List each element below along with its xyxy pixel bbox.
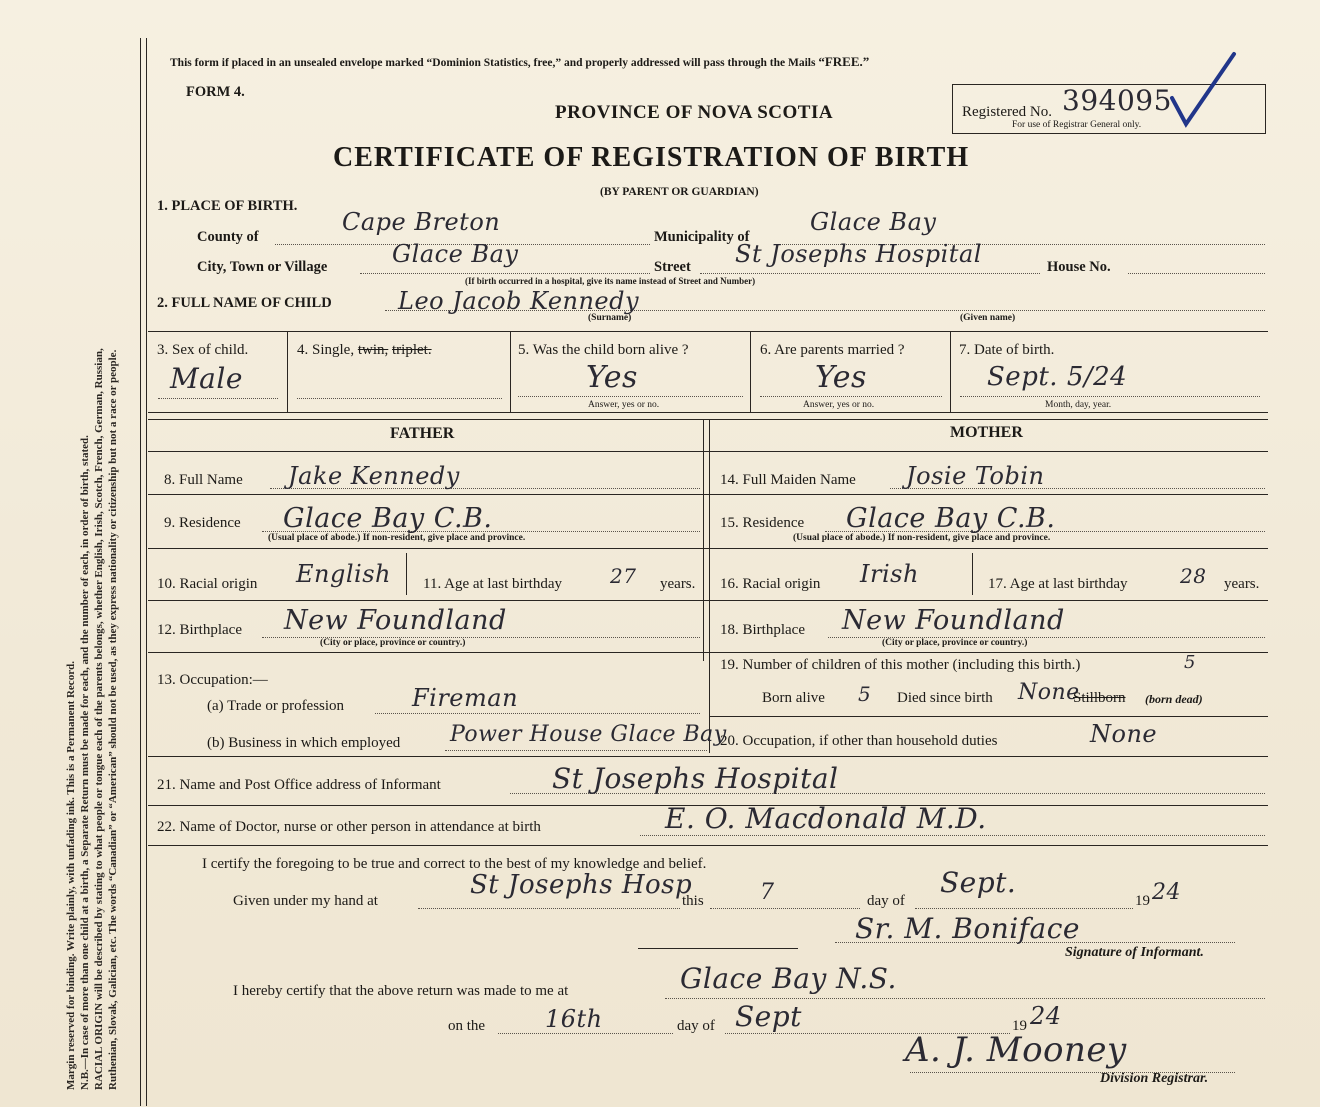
stillborn-label: Stillborn xyxy=(1073,690,1126,706)
born-alive-value: 5 xyxy=(858,682,872,706)
father-heading: FATHER xyxy=(390,425,455,442)
margin-note-line2: N.B.—In case of more than one child at a birth, a Separate Return must be made for each, and the number of each, in order of birth, stated. xyxy=(79,435,91,1090)
sex-value: Male xyxy=(170,362,243,395)
house-label: House No. xyxy=(1047,259,1111,275)
married-value: Yes xyxy=(815,360,867,395)
alive-value: Yes xyxy=(586,360,638,395)
dob-value: Sept. 5/24 xyxy=(987,362,1128,392)
sex-label: 3. Sex of child. xyxy=(157,342,249,358)
alive-label: 5. Was the child born alive ? xyxy=(518,342,689,358)
children-count-label: 19. Number of children of this mother (including this birth.) xyxy=(720,657,1081,673)
given-this-label: this xyxy=(682,893,704,909)
died-value: None xyxy=(1018,680,1080,705)
mother-race-label: 16. Racial origin xyxy=(720,576,821,592)
father-race-value: English xyxy=(296,560,391,588)
registrar-place-value: Glace Bay N.S. xyxy=(680,962,897,995)
form-number: FORM 4. xyxy=(186,84,245,100)
county-value: Cape Breton xyxy=(342,208,501,236)
father-birthplace-value: New Foundland xyxy=(284,605,507,636)
mother-birthplace-label: 18. Birthplace xyxy=(720,622,805,638)
father-name-value: Jake Kennedy xyxy=(288,462,460,490)
father-trade-label: (a) Trade or profession xyxy=(207,698,345,714)
registrar-month-value: Sept xyxy=(735,1000,802,1033)
mother-heading: MOTHER xyxy=(950,424,1023,441)
mother-years-label: years. xyxy=(1224,576,1260,592)
mother-race-value: Irish xyxy=(860,560,919,588)
registrar-on-the-label: on the xyxy=(448,1018,486,1034)
place-section-label: 1. PLACE OF BIRTH. xyxy=(157,198,298,214)
father-trade-value: Fireman xyxy=(412,684,519,712)
municipality-label: Municipality of xyxy=(654,229,750,245)
checkmark-icon xyxy=(1168,50,1238,130)
mother-name-value: Josie Tobin xyxy=(906,462,1045,490)
father-age-value: 27 xyxy=(610,564,637,588)
registered-label: Registered No. xyxy=(962,104,1052,120)
given-place-value: St Josephs Hosp xyxy=(470,870,693,900)
doctor-value: E. O. Macdonald M.D. xyxy=(665,802,987,835)
father-business-value: Power House Glace Bay xyxy=(450,722,727,747)
margin-note-line1: Margin reserved for binding. Write plainly, with unfading ink. This is a Permanent Record. xyxy=(65,661,77,1090)
registrar-day-value: 16th xyxy=(545,1005,603,1033)
mother-age-label: 17. Age at last birthday xyxy=(988,576,1128,592)
registrar-caption: Division Registrar. xyxy=(1100,1071,1209,1086)
died-label: Died since birth xyxy=(897,690,993,706)
father-business-label: (b) Business in which employed xyxy=(207,735,401,751)
page-subtitle: (BY PARENT OR GUARDIAN) xyxy=(600,186,759,198)
children-count-value: 5 xyxy=(1184,652,1196,673)
given-year-prefix: 19 xyxy=(1135,893,1150,909)
mother-residence-label: 15. Residence xyxy=(720,515,805,531)
mother-birthplace-caption: (City or place, province or country.) xyxy=(882,638,1028,648)
street-label: Street xyxy=(654,259,691,275)
city-value: Glace Bay xyxy=(392,240,519,268)
surname-caption: (Surname) xyxy=(588,313,632,323)
father-race-label: 10. Racial origin xyxy=(157,576,258,592)
given-year-value: 24 xyxy=(1152,880,1181,905)
margin-note-line3: RACIAL ORIGIN will be described by stating to what people or tongue each of the parents belongs, whether English, Irish, Scotch, French, German, Russian, xyxy=(93,348,105,1090)
registrar-statement: I hereby certify that the above return was made to me at xyxy=(233,983,569,999)
given-day-value: 7 xyxy=(760,880,775,905)
born-alive-label: Born alive xyxy=(762,690,825,706)
father-birthplace-label: 12. Birthplace xyxy=(157,622,242,638)
father-birthplace-caption: (City or place, province or country.) xyxy=(320,638,466,648)
certify-statement: I certify the foregoing to be true and correct to the best of my knowledge and belief. xyxy=(202,856,707,872)
registrar-year-value: 24 xyxy=(1030,1002,1062,1030)
margin-note-line4: Ruthenian, Slovak, Galician, etc. The words “Canadian” or “American” should not be used, as they express nationality or citizenship but not a race or people. xyxy=(107,349,119,1090)
mail-note: This form if placed in an unsealed envelope marked “Dominion Statistics, free,” and properly addressed will pass through the Mails “FREE.” xyxy=(170,54,870,69)
registrar-day-of-label: day of xyxy=(677,1018,715,1034)
child-name-label: 2. FULL NAME OF CHILD xyxy=(157,295,332,311)
doctor-label: 22. Name of Doctor, nurse or other person in attendance at birth xyxy=(157,819,541,835)
margin-border xyxy=(140,38,141,1106)
child-name-value: Leo Jacob Kennedy xyxy=(398,287,640,315)
given-month-value: Sept. xyxy=(940,866,1017,899)
father-residence-caption: (Usual place of abode.) If non-resident, give place and province. xyxy=(268,533,526,543)
province-heading: PROVINCE OF NOVA SCOTIA xyxy=(555,102,834,123)
page-title: CERTIFICATE OF REGISTRATION OF BIRTH xyxy=(333,142,970,173)
father-residence-label: 9. Residence xyxy=(164,515,241,531)
registrar-signature: A. J. Mooney xyxy=(905,1030,1127,1070)
given-caption: (Given name) xyxy=(960,313,1016,323)
father-residence-value: Glace Bay C.B. xyxy=(283,503,493,534)
alive-caption: Answer, yes or no. xyxy=(588,400,660,410)
mother-occupation-label: 20. Occupation, if other than household duties xyxy=(720,733,998,749)
mother-age-value: 28 xyxy=(1180,564,1207,588)
county-label: County of xyxy=(197,229,259,245)
registrar-note: For use of Registrar General only. xyxy=(1012,120,1142,130)
father-age-label: 11. Age at last birthday xyxy=(423,576,562,592)
mother-birthplace-value: New Foundland xyxy=(842,605,1065,636)
street-value: St Josephs Hospital xyxy=(735,240,982,268)
informant-signature: Sr. M. Boniface xyxy=(855,912,1080,945)
dob-caption: Month, day, year. xyxy=(1045,400,1112,410)
father-occupation-label: 13. Occupation:— xyxy=(157,672,268,688)
informant-value: St Josephs Hospital xyxy=(552,762,839,795)
municipality-value: Glace Bay xyxy=(810,208,937,236)
mother-residence-caption: (Usual place of abode.) If non-resident, give place and province. xyxy=(793,533,1051,543)
mother-occupation-value: None xyxy=(1090,720,1158,748)
plurality-label: 4. Single, twin, triplet. xyxy=(297,342,432,358)
registrar-year-prefix: 19 xyxy=(1012,1018,1027,1034)
married-caption: Answer, yes or no. xyxy=(803,400,875,410)
dob-label: 7. Date of birth. xyxy=(959,342,1055,358)
father-years-label: years. xyxy=(660,576,696,592)
given-label: Given under my hand at xyxy=(233,893,378,909)
mother-name-label: 14. Full Maiden Name xyxy=(720,472,856,488)
margin-border-inner xyxy=(146,38,147,1106)
married-label: 6. Are parents married ? xyxy=(760,342,905,358)
father-name-label: 8. Full Name xyxy=(164,472,243,488)
hospital-note: (If birth occurred in a hospital, give its name instead of Street and Number) xyxy=(465,276,756,286)
given-day-of-label: day of xyxy=(867,893,905,909)
city-label: City, Town or Village xyxy=(197,259,328,275)
registered-number: 394095 xyxy=(1062,84,1172,117)
stillborn-caption: (born dead) xyxy=(1145,692,1203,706)
informant-signature-caption: Signature of Informant. xyxy=(1065,945,1204,960)
informant-label: 21. Name and Post Office address of Informant xyxy=(157,777,441,793)
margin-notes xyxy=(64,45,120,1090)
mother-residence-value: Glace Bay C.B. xyxy=(846,503,1056,534)
